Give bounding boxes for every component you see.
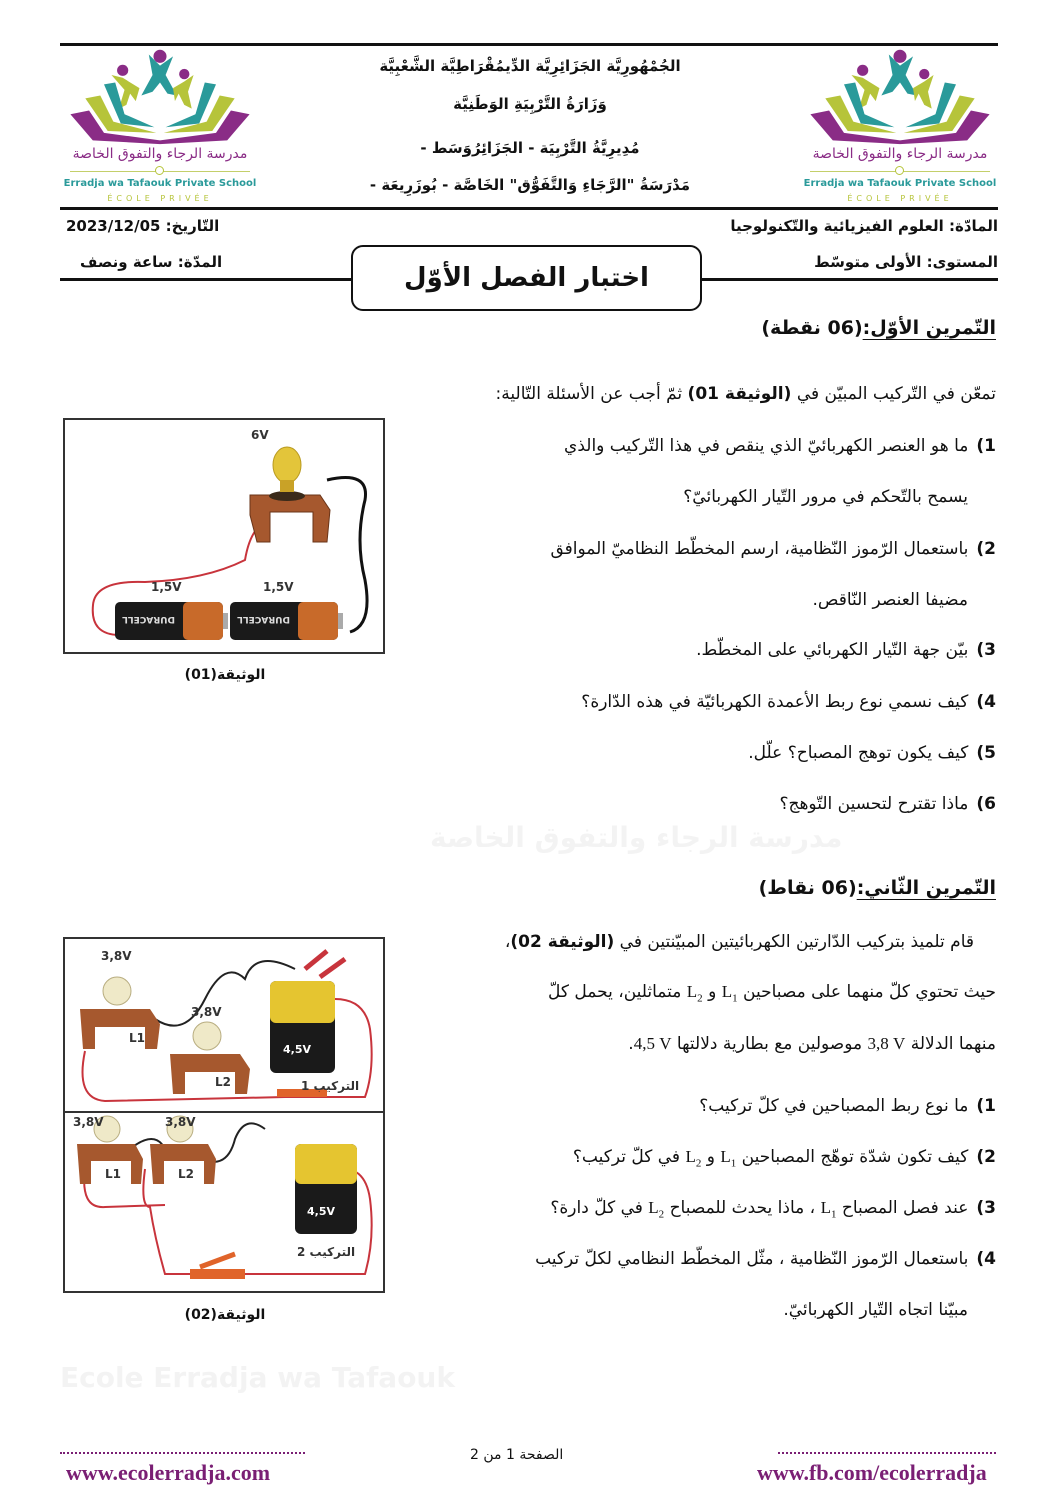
question-number: 4) xyxy=(976,692,996,712)
setup2-lamp2-name: L2 xyxy=(178,1167,194,1181)
exercise2-title: التّمرين الثّاني: xyxy=(856,877,996,899)
logo-divider-dot xyxy=(155,166,164,175)
question-number: 4) xyxy=(976,1249,996,1269)
setup1-lamp1-name: L1 xyxy=(129,1031,145,1045)
exercise1-question-5 xyxy=(748,741,996,765)
question-text: ، ماذا يحدث للمصباح xyxy=(664,1198,821,1218)
logo-english-name: Erradja wa Tafaouk Private School xyxy=(63,178,257,189)
exercise1-intro xyxy=(496,382,996,406)
exercise1-title: التّمرين الأوّل: xyxy=(862,317,996,339)
exercise2-question-4 xyxy=(535,1247,996,1271)
exercise2-heading xyxy=(759,876,996,900)
exercise1-question-3 xyxy=(696,638,996,662)
header-top-rule xyxy=(60,43,998,46)
question-text: ما نوع ربط المصباحين في كلّ تركيب؟ xyxy=(699,1096,969,1116)
setup2-battery-voltage: 4,5V xyxy=(307,1205,335,1218)
battery-brand-label: DURACELL xyxy=(122,614,175,624)
header-bottom-rule xyxy=(60,207,998,210)
exercise1-heading xyxy=(761,316,996,340)
question-text: باستعمال الرّموز النّظامية، ارسم المخطّط النظاميّ الموافق xyxy=(550,539,969,559)
exam-title: اختبار الفصل الأوّل xyxy=(351,245,702,311)
switch-icon xyxy=(190,1269,245,1279)
exercise2-intro-line1 xyxy=(505,930,996,954)
intro-text: موصولين مع بطارية دلالتها xyxy=(671,1034,868,1054)
exercise2-intro-line3 xyxy=(628,1032,996,1056)
subject-label: المادّة: العلوم الفيزيائية والتّكنولوجيا xyxy=(730,217,998,235)
setup1-lamp2-name: L2 xyxy=(215,1075,231,1089)
exercise1-question-2-cont: مضيفا العنصر النّاقص. xyxy=(812,590,968,610)
logo-french-tag: ÉCOLE PRIVÉE xyxy=(107,194,213,203)
header-republic: الجُمْهُورِيَّة الجَزَائِرِيَّة الدِّيمُقْرَاطِيَّة الشَّعْبِيَّة xyxy=(379,57,681,75)
question-number: 3) xyxy=(976,1198,996,1218)
intro-text: قام تلميذ بتركيب الدّارتين الكهربائيتين المبيّنتين في xyxy=(614,932,974,952)
setup1-lamp2-voltage: 3,8V xyxy=(191,1005,222,1019)
lamp-l1-symbol: $L_1$ xyxy=(820,1198,837,1221)
exercise1-question-6 xyxy=(779,792,996,816)
intro-text: و xyxy=(702,982,722,1002)
setup2-lamp2-voltage: 3,8V xyxy=(165,1115,196,1129)
header-ministry: وَزَارَةُ التَّرْبِيَةِ الوَطَنِيَّة xyxy=(453,95,607,113)
exercise1-question-2 xyxy=(550,537,996,561)
logo-divider-dot xyxy=(895,166,904,175)
page-number: الصفحة 1 من 2 xyxy=(470,1447,564,1463)
lamp-voltage-label: 6V xyxy=(251,428,269,442)
header-directorate: مُدِيرِيَّةُ التَّرْبِيَة - الجَزَائِرُوَسَط - xyxy=(420,139,640,157)
exercise2-intro-line2 xyxy=(548,980,996,1004)
battery-icon xyxy=(115,602,228,640)
watermark-arabic: مدرسة الرجاء والتفوق الخاصة xyxy=(430,821,843,854)
school-logo-right xyxy=(800,47,1000,207)
bulb-icon xyxy=(103,977,131,1005)
logo-arabic-name: مدرسة الرجاء والتفوق الخاصة xyxy=(812,146,988,162)
setup1-label: التركيب 1 xyxy=(301,1079,360,1093)
lamp-l2-symbol: $L_2$ xyxy=(686,982,703,1005)
question-number: 2) xyxy=(976,539,996,559)
logo-arabic-name: مدرسة الرجاء والتفوق الخاصة xyxy=(72,146,248,162)
question-text: في كلّ دارة؟ xyxy=(550,1198,649,1218)
lamp-l1-symbol: $L_1$ xyxy=(721,982,738,1005)
document-02-figure xyxy=(63,937,385,1293)
battery-voltage-value: 4,5 V xyxy=(633,1034,672,1053)
website-link[interactable]: www.ecolerradja.com xyxy=(66,1460,271,1485)
exercise1-points: (06 نقطة) xyxy=(761,317,863,339)
question-text: بيّن جهة التّيار الكهربائي على المخطّط. xyxy=(696,640,969,660)
question-number: 1) xyxy=(976,436,996,456)
intro-text: متماثلين، يحمل كلّ xyxy=(548,982,687,1002)
lamp-l1-symbol: $L_1$ xyxy=(720,1147,737,1170)
battery1-voltage-label: 1,5V xyxy=(151,580,182,594)
facebook-link[interactable]: www.fb.com/ecolerradja xyxy=(757,1460,987,1485)
lamp-l2-symbol: $L_2$ xyxy=(685,1147,702,1170)
exercise1-question-4 xyxy=(581,690,996,714)
document-reference: (الوثيقة 02) xyxy=(510,932,615,952)
exercise1-question-1 xyxy=(564,434,996,458)
logo-book-icon xyxy=(800,47,1000,145)
question-text: كيف نسمي نوع ربط الأعمدة الكهربائيّة في هذه الدّارة؟ xyxy=(581,692,969,712)
document-01-figure xyxy=(63,418,385,654)
document-02-caption: الوثيقة(02) xyxy=(184,1307,266,1323)
intro-text: . xyxy=(628,1034,634,1054)
document-reference: (الوثيقة 01) xyxy=(687,384,792,404)
logo-book-icon xyxy=(60,47,260,145)
exercise2-points: (06 نقاط) xyxy=(758,877,857,899)
question-text: ما هو العنصر الكهربائيّ الذي ينقص في هذا التّركيب والذي xyxy=(564,436,969,456)
question-number: 5) xyxy=(976,743,996,763)
setup1-battery-voltage: 4,5V xyxy=(283,1043,311,1056)
level-label: المستوى: الأولى متوسّط xyxy=(814,253,998,271)
document-01-caption: الوثيقة(01) xyxy=(184,667,266,683)
intro-text: حيث تحتوي كلّ منهما على مصباحين xyxy=(737,982,996,1002)
question-text: كيف تكون شدّة توهّج المصباحين xyxy=(736,1147,969,1167)
setup2-label: التركيب 2 xyxy=(297,1245,356,1259)
series-circuit-illustration xyxy=(65,420,383,652)
question-text: في كلّ تركيب؟ xyxy=(572,1147,686,1167)
exercise2-question-1 xyxy=(699,1094,996,1118)
question-text: كيف يكون توهج المصباح؟ علّل. xyxy=(748,743,969,763)
exercise1-question-1-cont: يسمح بالتّحكم في مرور التّيار الكهربائيّ؟ xyxy=(683,487,968,507)
question-number: 3) xyxy=(976,640,996,660)
question-number: 2) xyxy=(976,1147,996,1167)
question-text: و xyxy=(701,1147,721,1167)
date-label: التّاريخ: 2023/12/05 xyxy=(66,217,220,235)
header-school: مَدْرَسَةُ "الرَّجَاءِ وَالتَّفَوُّق" الخَاصَّة - بُوزَرِيعَة - xyxy=(369,176,691,194)
battery-icon xyxy=(230,602,343,640)
logo-english-name: Erradja wa Tafaouk Private School xyxy=(803,178,997,189)
question-text: عند فصل المصباح xyxy=(836,1198,969,1218)
two-circuits-illustration xyxy=(65,939,383,1291)
duration-label: المدّة: ساعة ونصف xyxy=(80,253,223,271)
question-text: ماذا تقترح لتحسين التّوهج؟ xyxy=(779,794,969,814)
setup2-lamp1-voltage: 3,8V xyxy=(73,1115,104,1129)
question-number: 6) xyxy=(976,794,996,814)
footer-left-divider xyxy=(60,1452,305,1454)
exercise2-question-3 xyxy=(550,1196,996,1220)
setup1-lamp1-voltage: 3,8V xyxy=(101,949,132,963)
exercise2-question-2 xyxy=(573,1145,996,1169)
battery2-voltage-label: 1,5V xyxy=(263,580,294,594)
question-number: 1) xyxy=(976,1096,996,1116)
bulb-icon xyxy=(193,1022,221,1050)
intro-text: ، xyxy=(504,932,511,952)
exercise2-question-4-cont: مبيّنا اتجاه التّيار الكهربائيّ. xyxy=(783,1300,968,1320)
official-header xyxy=(280,50,780,205)
setup2-lamp1-name: L1 xyxy=(105,1167,121,1181)
intro-text: ثمّ أجب عن الأسئلة التّالية: xyxy=(495,384,688,404)
intro-text: تمعّن في التّركيب المبيّن في xyxy=(791,384,996,404)
school-logo-left xyxy=(60,47,260,207)
lamp-voltage-value: 3,8 V xyxy=(867,1034,906,1053)
watermark-latin: Ecole Erradja wa Tafaouk xyxy=(60,1361,455,1394)
logo-french-tag: ÉCOLE PRIVÉE xyxy=(847,194,953,203)
footer-right-divider xyxy=(778,1452,996,1454)
lamp-l2-symbol: $L_2$ xyxy=(648,1198,665,1221)
bulb-icon xyxy=(273,447,301,483)
question-text: باستعمال الرّموز النّظامية ، مثّل المخطّط النظامي لكلّ تركيب xyxy=(535,1249,969,1269)
battery-brand-label: DURACELL xyxy=(237,614,290,624)
intro-text: منهما الدلالة xyxy=(905,1034,996,1054)
